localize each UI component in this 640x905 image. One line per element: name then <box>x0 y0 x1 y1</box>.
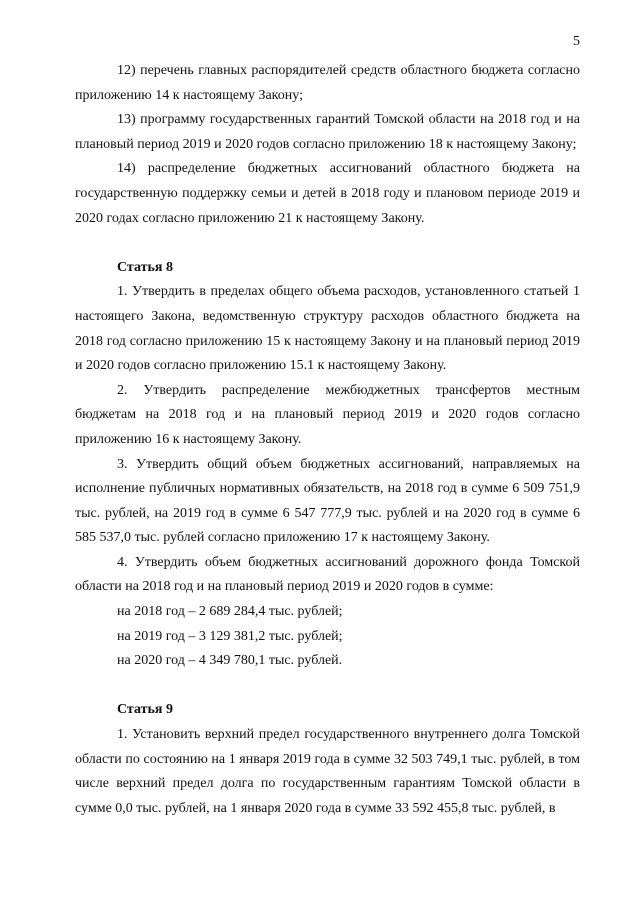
road-fund-amount-2018: на 2018 год – 2 689 284,4 тыс. рублей; <box>117 604 343 620</box>
section-gap <box>75 674 580 699</box>
article-8-paragraph-3: 3. Утвердить общий объем бюджетных ассигнований, направляемых на исполнение публичных нормативных обязательств, на 2018 год в сумме 6 509 751,9 тыс. рублей, на 2019 год в сумме 6 547 777,9 тыс. рублей и на 2020 год в сумме 6 585 537,0 тыс. рублей согласно приложению 17 к настоящему Закону. <box>75 456 580 546</box>
road-fund-amount-2020: на 2020 год – 4 349 780,1 тыс. рублей. <box>117 653 343 669</box>
article-8-paragraph-4: 4. Утвердить объем бюджетных ассигнований дорожного фонда Томской области на 2018 год и на плановый период 2019 и 2020 годов в сумме: <box>75 554 580 595</box>
list-item-14: 14) распределение бюджетных ассигнований областного бюджета на государственную поддержку семьи и детей в 2018 году и плановом периоде 2019 и 2020 годах согласно приложению 21 к настоящему Закону. <box>75 161 580 226</box>
section-gap <box>75 231 580 256</box>
article-9-paragraph-1: 1. Установить верхний предел государственного внутреннего долга Томской области по состоянию на 1 января 2019 года в сумме 32 503 749,1 тыс. рублей, в том числе верхний предел долга по государственным гарантиям Томской области в сумме 0,0 тыс. рублей, на 1 января 2020 года в сумме 33 592 455,8 тыс. рублей, в <box>75 727 580 816</box>
article-8-title: Статья 8 <box>117 259 173 275</box>
document-body <box>75 59 580 821</box>
list-item-13: 13) программу государственных гарантий Томской области на 2018 год и на плановый период 2019 и 2020 годов согласно приложению 18 к настоящему Закону; <box>75 112 580 152</box>
page-number: 5 <box>573 34 580 49</box>
article-8-paragraph-1: 1. Утвердить в пределах общего объема расходов, установленного статьей 1 настоящего Закона, ведомственную структуру расходов областного бюджета на 2018 год согласно приложению 15 к настоящему Закону и на плановый период 2019 и 2020 годов согласно приложению 15.1 к настоящему Закону. <box>75 284 580 374</box>
road-fund-amount-2019: на 2019 год – 3 129 381,2 тыс. рублей; <box>117 628 343 644</box>
article-9-title: Статья 9 <box>117 702 173 718</box>
article-8-paragraph-2: 2. Утвердить распределение межбюджетных трансфертов местным бюджетам на 2018 год и на плановый период 2019 и 2020 годов согласно приложению 16 к настоящему Закону. <box>75 382 580 447</box>
list-item-12: 12) перечень главных распорядителей средств областного бюджета согласно приложению 14 к настоящему Закону; <box>75 63 580 103</box>
